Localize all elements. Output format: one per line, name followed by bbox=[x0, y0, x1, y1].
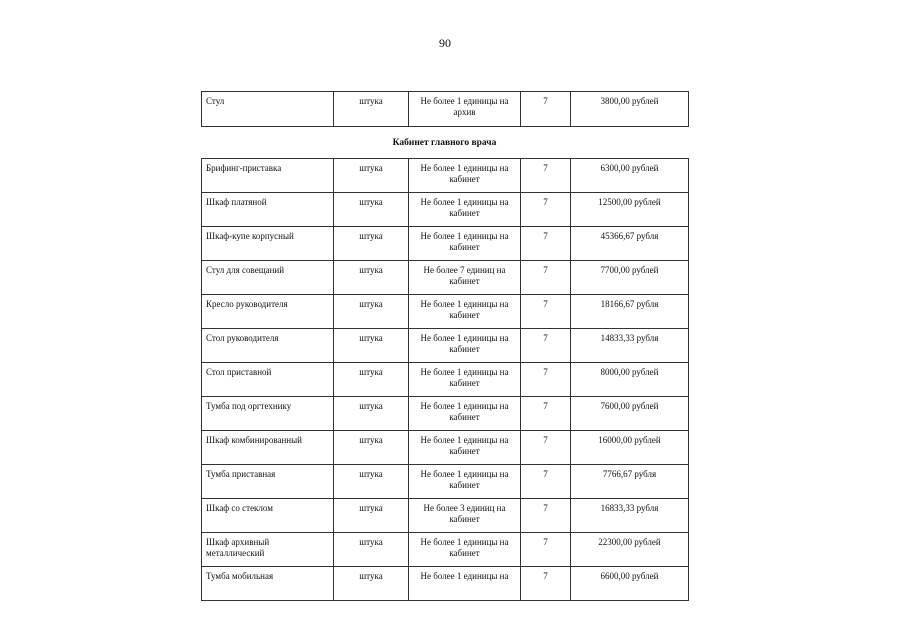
item-name: Стол приставной bbox=[202, 363, 334, 397]
item-unit: штука bbox=[334, 499, 409, 533]
item-price: 6600,00 рублей bbox=[571, 567, 689, 601]
item-price: 12500,00 рублей bbox=[571, 193, 689, 227]
table-row bbox=[202, 193, 689, 227]
item-period: 7 bbox=[521, 533, 571, 567]
item-unit: штука bbox=[334, 261, 409, 295]
item-name: Стул bbox=[202, 92, 334, 127]
item-period: 7 bbox=[521, 431, 571, 465]
table-row bbox=[202, 465, 689, 499]
item-unit: штука bbox=[334, 329, 409, 363]
item-limit: Не более 1 единицы на bbox=[409, 567, 521, 601]
item-period: 7 bbox=[521, 159, 571, 193]
item-unit: штука bbox=[334, 465, 409, 499]
item-unit: штука bbox=[334, 363, 409, 397]
item-unit: штука bbox=[334, 92, 409, 127]
item-name: Кресло руководителя bbox=[202, 295, 334, 329]
item-name: Шкаф со стеклом bbox=[202, 499, 334, 533]
table-row bbox=[202, 363, 689, 397]
item-name: Шкаф архивный металлический bbox=[202, 533, 334, 567]
main-table bbox=[201, 158, 689, 601]
item-limit: Не более 1 единицы на кабинет bbox=[409, 295, 521, 329]
item-price: 22300,00 рублей bbox=[571, 533, 689, 567]
table-row bbox=[202, 567, 689, 601]
item-price: 6300,00 рублей bbox=[571, 159, 689, 193]
item-limit: Не более 1 единицы на кабинет bbox=[409, 465, 521, 499]
table-row bbox=[202, 92, 689, 127]
table-row bbox=[202, 227, 689, 261]
item-period: 7 bbox=[521, 329, 571, 363]
item-name: Стул для совещаний bbox=[202, 261, 334, 295]
item-price: 7600,00 рублей bbox=[571, 397, 689, 431]
table-row bbox=[202, 397, 689, 431]
item-period: 7 bbox=[521, 397, 571, 431]
item-limit: Не более 1 единицы на кабинет bbox=[409, 227, 521, 261]
item-limit: Не более 1 единицы на кабинет bbox=[409, 159, 521, 193]
table-row bbox=[202, 159, 689, 193]
item-name: Тумба мобильная bbox=[202, 567, 334, 601]
item-period: 7 bbox=[521, 567, 571, 601]
item-period: 7 bbox=[521, 465, 571, 499]
item-unit: штука bbox=[334, 295, 409, 329]
item-price: 18166,67 рубля bbox=[571, 295, 689, 329]
item-price: 3800,00 рублей bbox=[571, 92, 689, 127]
table-row bbox=[202, 431, 689, 465]
table-row bbox=[202, 533, 689, 567]
item-unit: штука bbox=[334, 227, 409, 261]
item-price: 7700,00 рублей bbox=[571, 261, 689, 295]
item-price: 7766,67 рубля bbox=[571, 465, 689, 499]
item-name: Тумба приставная bbox=[202, 465, 334, 499]
item-price: 16000,00 рублей bbox=[571, 431, 689, 465]
table-row bbox=[202, 295, 689, 329]
table-row bbox=[202, 329, 689, 363]
item-unit: штука bbox=[334, 431, 409, 465]
item-name: Стол руководителя bbox=[202, 329, 334, 363]
item-period: 7 bbox=[521, 295, 571, 329]
item-limit: Не более 1 единицы на кабинет bbox=[409, 431, 521, 465]
item-limit: Не более 3 единиц на кабинет bbox=[409, 499, 521, 533]
item-limit: Не более 1 единицы на кабинет bbox=[409, 329, 521, 363]
item-period: 7 bbox=[521, 499, 571, 533]
item-period: 7 bbox=[521, 227, 571, 261]
item-limit: Не более 1 единицы на кабинет bbox=[409, 193, 521, 227]
item-price: 16833,33 рубля bbox=[571, 499, 689, 533]
item-unit: штука bbox=[334, 193, 409, 227]
item-price: 45366,67 рубля bbox=[571, 227, 689, 261]
section-heading: Кабинет главного врача bbox=[392, 138, 497, 148]
item-name: Шкаф платяной bbox=[202, 193, 334, 227]
item-unit: штука bbox=[334, 533, 409, 567]
item-limit: Не более 7 единиц на кабинет bbox=[409, 261, 521, 295]
item-name: Шкаф комбинированный bbox=[202, 431, 334, 465]
item-name: Брифинг-приставка bbox=[202, 159, 334, 193]
item-price: 14833,33 рубля bbox=[571, 329, 689, 363]
item-limit: Не более 1 единицы на кабинет bbox=[409, 397, 521, 431]
item-period: 7 bbox=[521, 363, 571, 397]
item-unit: штука bbox=[334, 567, 409, 601]
page-number: 90 bbox=[439, 36, 451, 50]
table-row bbox=[202, 261, 689, 295]
item-unit: штука bbox=[334, 397, 409, 431]
item-price: 8000,00 рублей bbox=[571, 363, 689, 397]
item-unit: штука bbox=[334, 159, 409, 193]
item-name: Шкаф-купе корпусный bbox=[202, 227, 334, 261]
item-period: 7 bbox=[521, 92, 571, 127]
item-limit: Не более 1 единицы на архив bbox=[409, 92, 521, 127]
item-limit: Не более 1 единицы на кабинет bbox=[409, 533, 521, 567]
item-period: 7 bbox=[521, 193, 571, 227]
item-name: Тумба под оргтехнику bbox=[202, 397, 334, 431]
top-table bbox=[201, 91, 689, 127]
table-row bbox=[202, 499, 689, 533]
item-limit: Не более 1 единицы на кабинет bbox=[409, 363, 521, 397]
item-period: 7 bbox=[521, 261, 571, 295]
